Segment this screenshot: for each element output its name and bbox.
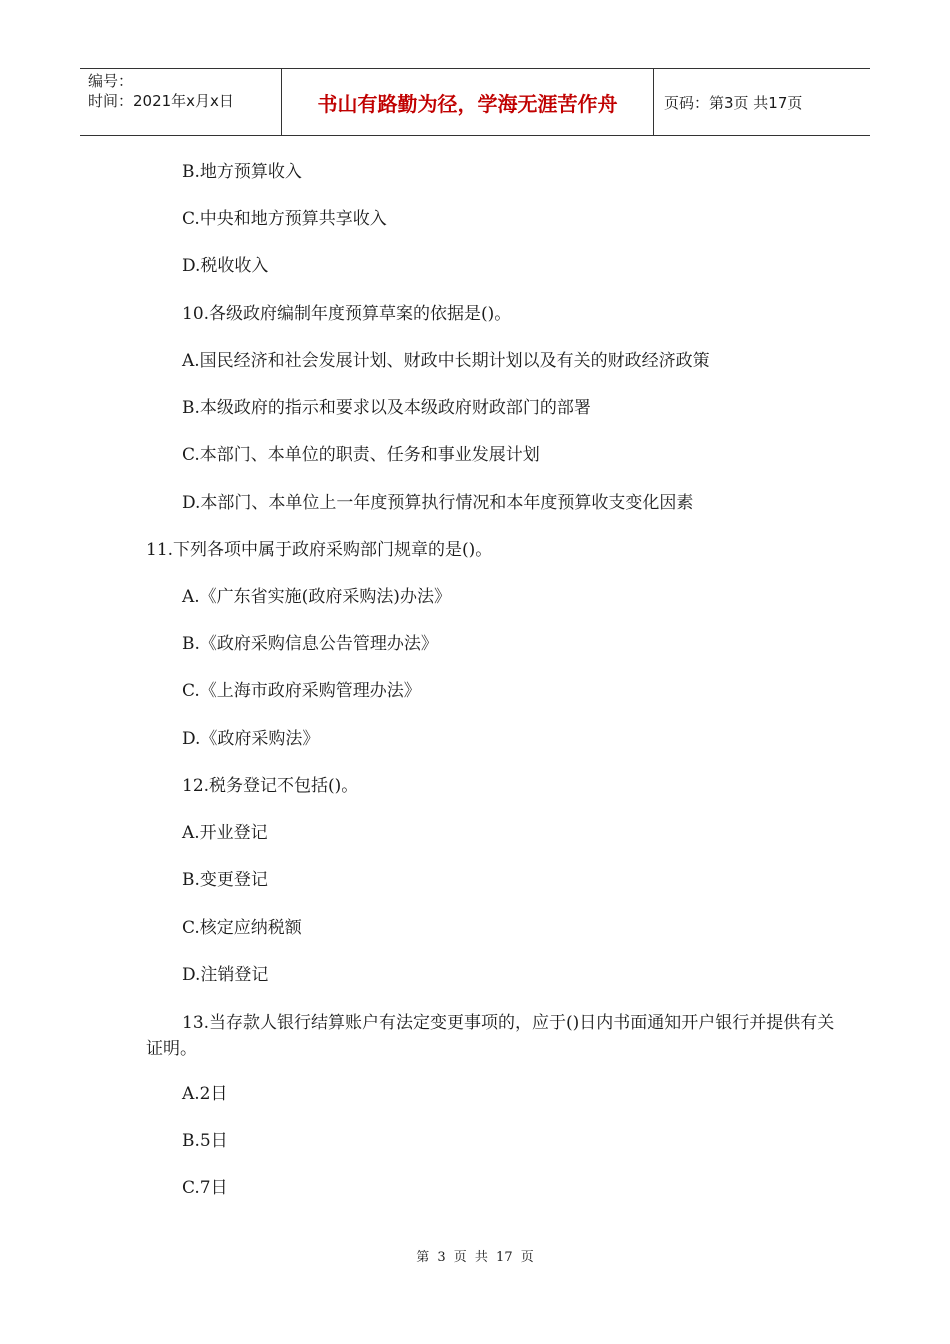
question-11: 11.下列各项中属于政府采购部门规章的是()。 [146, 540, 493, 560]
option-10c: C.本部门、本单位的职责、任务和事业发展计划 [182, 445, 540, 465]
question-12: 12.税务登记不包括()。 [182, 776, 359, 796]
option-10b: B.本级政府的指示和要求以及本级政府财政部门的部署 [182, 398, 591, 418]
time-label: 时间：2021年x月x日 [88, 92, 234, 110]
option-11a: A.《广东省实施(政府采购法)办法》 [182, 587, 451, 607]
question-13: 13.当存款人银行结算账户有法定变更事项的，应于()日内书面通知开户银行并提供有关证明。 [146, 1013, 835, 1059]
serial-label: 编号： [88, 72, 134, 90]
option-13b: B.5日 [182, 1131, 228, 1151]
option-9c: C.中央和地方预算共享收入 [182, 209, 387, 229]
option-11b: B.《政府采购信息公告管理办法》 [182, 634, 438, 654]
option-10a: A.国民经济和社会发展计划、财政中长期计划以及有关的财政经济政策 [182, 351, 710, 371]
option-13c: C.7日 [182, 1178, 228, 1198]
option-9d: D.税收收入 [182, 256, 269, 276]
option-11c: C.《上海市政府采购管理办法》 [182, 681, 421, 701]
page-header [80, 68, 870, 136]
option-11d: D.《政府采购法》 [182, 729, 320, 749]
option-13a: A.2日 [182, 1084, 228, 1104]
option-12c: C.核定应纳税额 [182, 918, 302, 938]
option-12a: A.开业登记 [182, 823, 268, 843]
header-meta [80, 69, 282, 135]
option-9b: B.地方预算收入 [182, 162, 302, 182]
option-12b: B.变更登记 [182, 870, 268, 890]
option-10d: D.本部门、本单位上一年度预算执行情况和本年度预算收支变化因素 [182, 493, 694, 513]
page-footer: 第 3 页 共 17 页 [416, 1250, 534, 1265]
question-10: 10.各级政府编制年度预算草案的依据是()。 [182, 304, 512, 324]
header-motto: 书山有路勤为径，学海无涯苦作舟 [282, 69, 654, 135]
option-12d: D.注销登记 [182, 965, 269, 985]
header-page-info: 页码：第3页 共17页 [664, 93, 803, 112]
